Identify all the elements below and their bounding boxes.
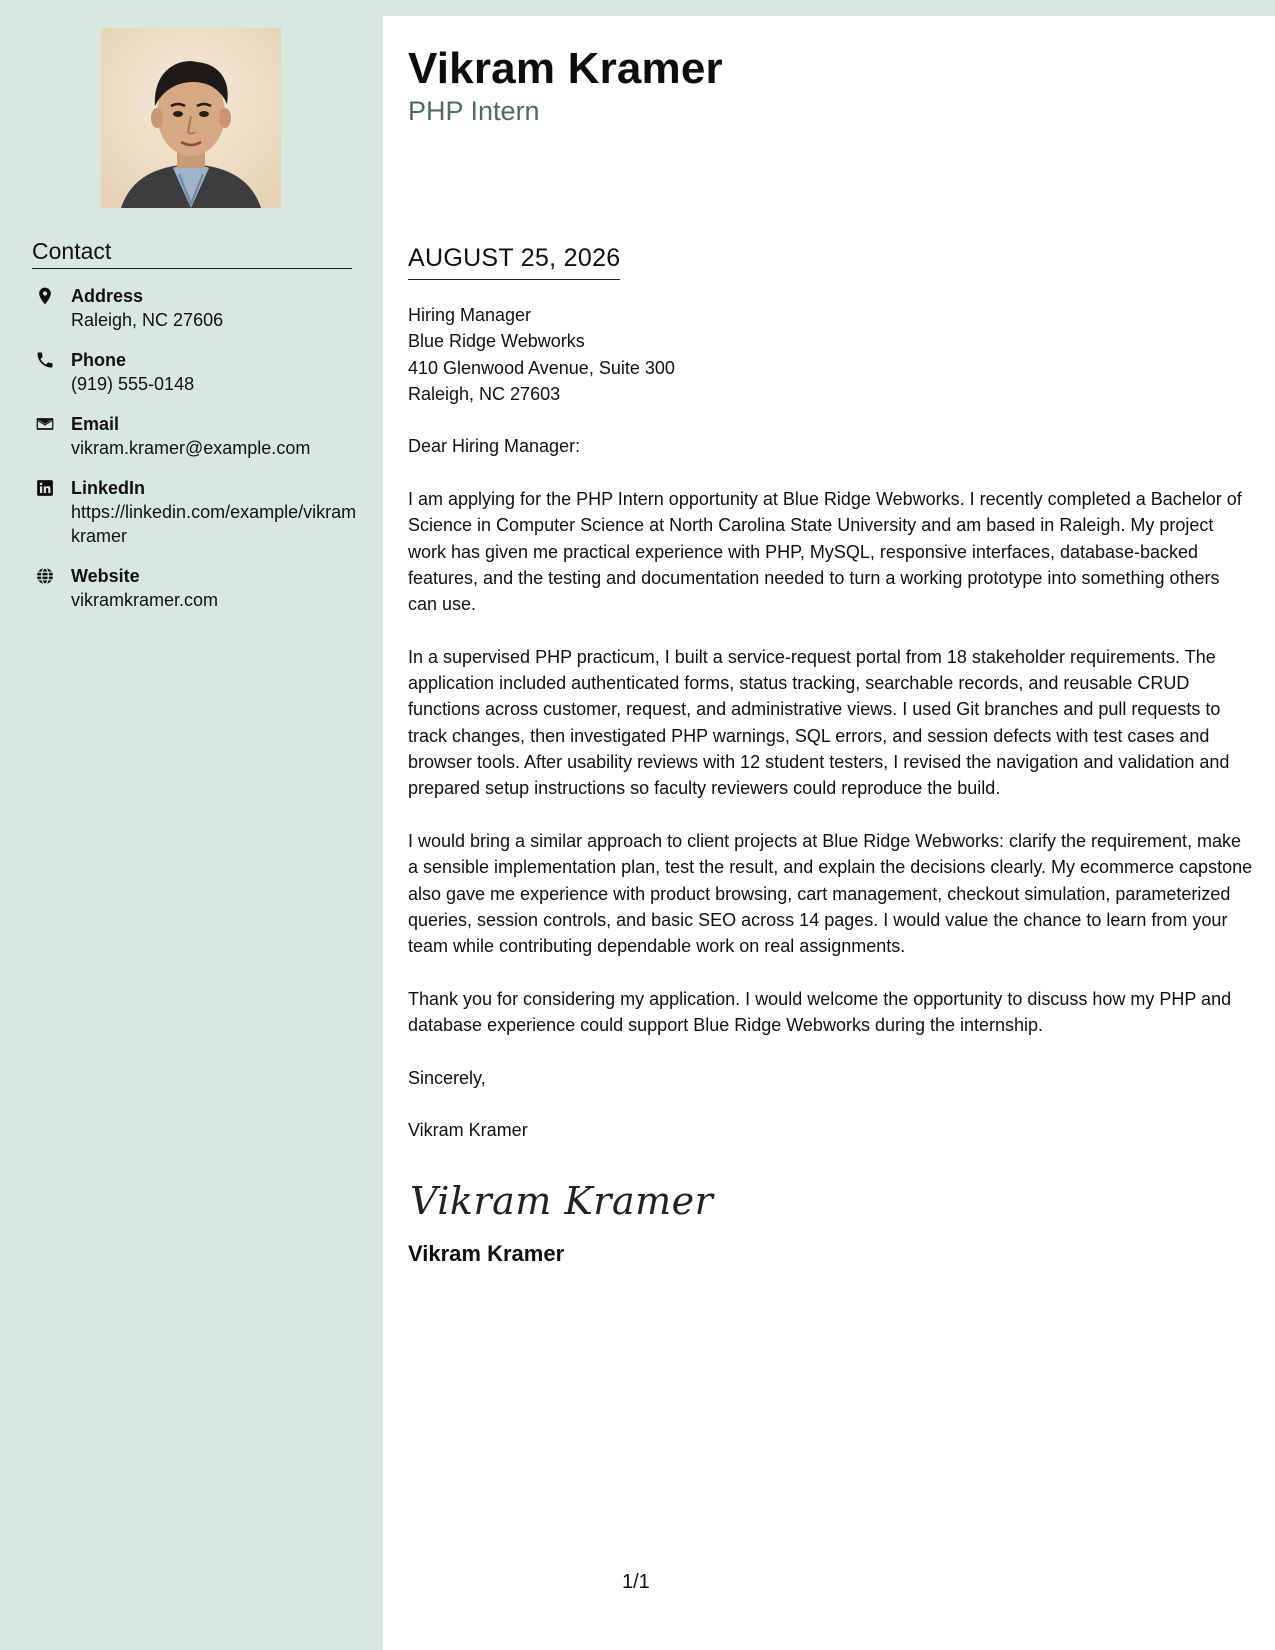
contact-value-link[interactable]: vikramkramer.com bbox=[71, 590, 219, 610]
contact-list bbox=[32, 284, 362, 628]
contact-item-phone bbox=[32, 348, 362, 396]
contact-label: Address bbox=[71, 286, 144, 306]
signer-name: Vikram Kramer bbox=[408, 1120, 528, 1141]
contact-value: (919) 555-0148 bbox=[71, 374, 195, 394]
envelope-icon bbox=[35, 414, 55, 434]
map-pin-icon bbox=[35, 286, 55, 306]
contact-heading: Contact bbox=[32, 238, 352, 269]
contact-value: vikram.kramer@example.com bbox=[71, 438, 311, 458]
body-paragraph: I am applying for the PHP Intern opportunity at Blue Ridge Webworks. I recently completed a Bachelor of Science in Computer Science at North Carolina State University and am based in Raleigh. My project work has given me practical experience with PHP, MySQL, responsive interfaces, database-backed features, and the testing and documentation needed to turn a working prototype into something others can use. bbox=[408, 489, 1242, 615]
handwritten-signature bbox=[408, 1170, 1253, 1232]
body-paragraph: Thank you for considering my application. I would welcome the opportunity to discuss how my PHP and database experience could support Blue Ridge Webworks during the internship. bbox=[408, 988, 1232, 1036]
page-number: 1/1 bbox=[622, 1571, 650, 1593]
contact-label: Phone bbox=[71, 350, 127, 370]
recipient-line: 410 Glenwood Avenue, Suite 300 bbox=[408, 357, 675, 378]
recipient-line: Hiring Manager bbox=[408, 305, 532, 325]
recipient-block bbox=[408, 302, 1253, 407]
contact-label: Email bbox=[71, 414, 120, 434]
applicant-name: Vikram Kramer bbox=[408, 44, 723, 93]
contact-value: Raleigh, NC 27606 bbox=[71, 310, 224, 330]
body-paragraph: I would bring a similar approach to client projects at Blue Ridge Webworks: clarify the requirement, make a sensible implementation plan, test the result, and explain the decisions clearly. My ecommerce capstone also gave me experience with product browsing, cart management, checkout simulation, parameterized queries, session controls, and basic SEO across 14 pages. I would value the chance to learn from your team while contributing dependable work on real assignments. bbox=[408, 830, 1253, 957]
contact-value-link[interactable]: https://linkedin.com/example/vikramkramer bbox=[71, 502, 357, 546]
recipient-line: Blue Ridge Webworks bbox=[408, 331, 585, 352]
linkedin-icon bbox=[35, 478, 55, 498]
letter-body bbox=[408, 302, 1253, 1268]
salutation: Dear Hiring Manager: bbox=[408, 436, 581, 457]
contact-label: Website bbox=[71, 566, 140, 586]
contact-item-website bbox=[32, 564, 362, 612]
svg-text:Vikram Kramer: Vikram Kramer bbox=[410, 1178, 714, 1223]
contact-item-linkedin bbox=[32, 476, 362, 548]
letter-date: AUGUST 25, 2026 bbox=[408, 244, 620, 280]
contact-item-address bbox=[32, 284, 362, 332]
contact-item-email bbox=[32, 412, 362, 460]
contact-label: LinkedIn bbox=[71, 478, 146, 498]
sidebar bbox=[0, 0, 383, 1650]
avatar bbox=[101, 28, 281, 208]
globe-icon bbox=[35, 566, 55, 586]
phone-icon bbox=[35, 350, 55, 370]
closing: Sincerely, bbox=[408, 1067, 486, 1088]
signer-name-bold: Vikram Kramer bbox=[408, 1240, 565, 1266]
body-paragraph: In a supervised PHP practicum, I built a service-request portal from 18 stakeholder requirements. The application included authenticated forms, status tracking, searchable records, and reusable CRUD functions across customer, request, and administrative views. I used Git branches and pull requests to track changes, then investigated PHP warnings, SQL errors, and session defects with test cases and browser tools. After usability reviews with 12 student testers, I revised the navigation and validation and prepared setup instructions so faculty reviewers could reproduce the build. bbox=[408, 646, 1230, 799]
recipient-line: Raleigh, NC 27603 bbox=[408, 383, 561, 404]
applicant-role: PHP Intern bbox=[408, 96, 540, 126]
